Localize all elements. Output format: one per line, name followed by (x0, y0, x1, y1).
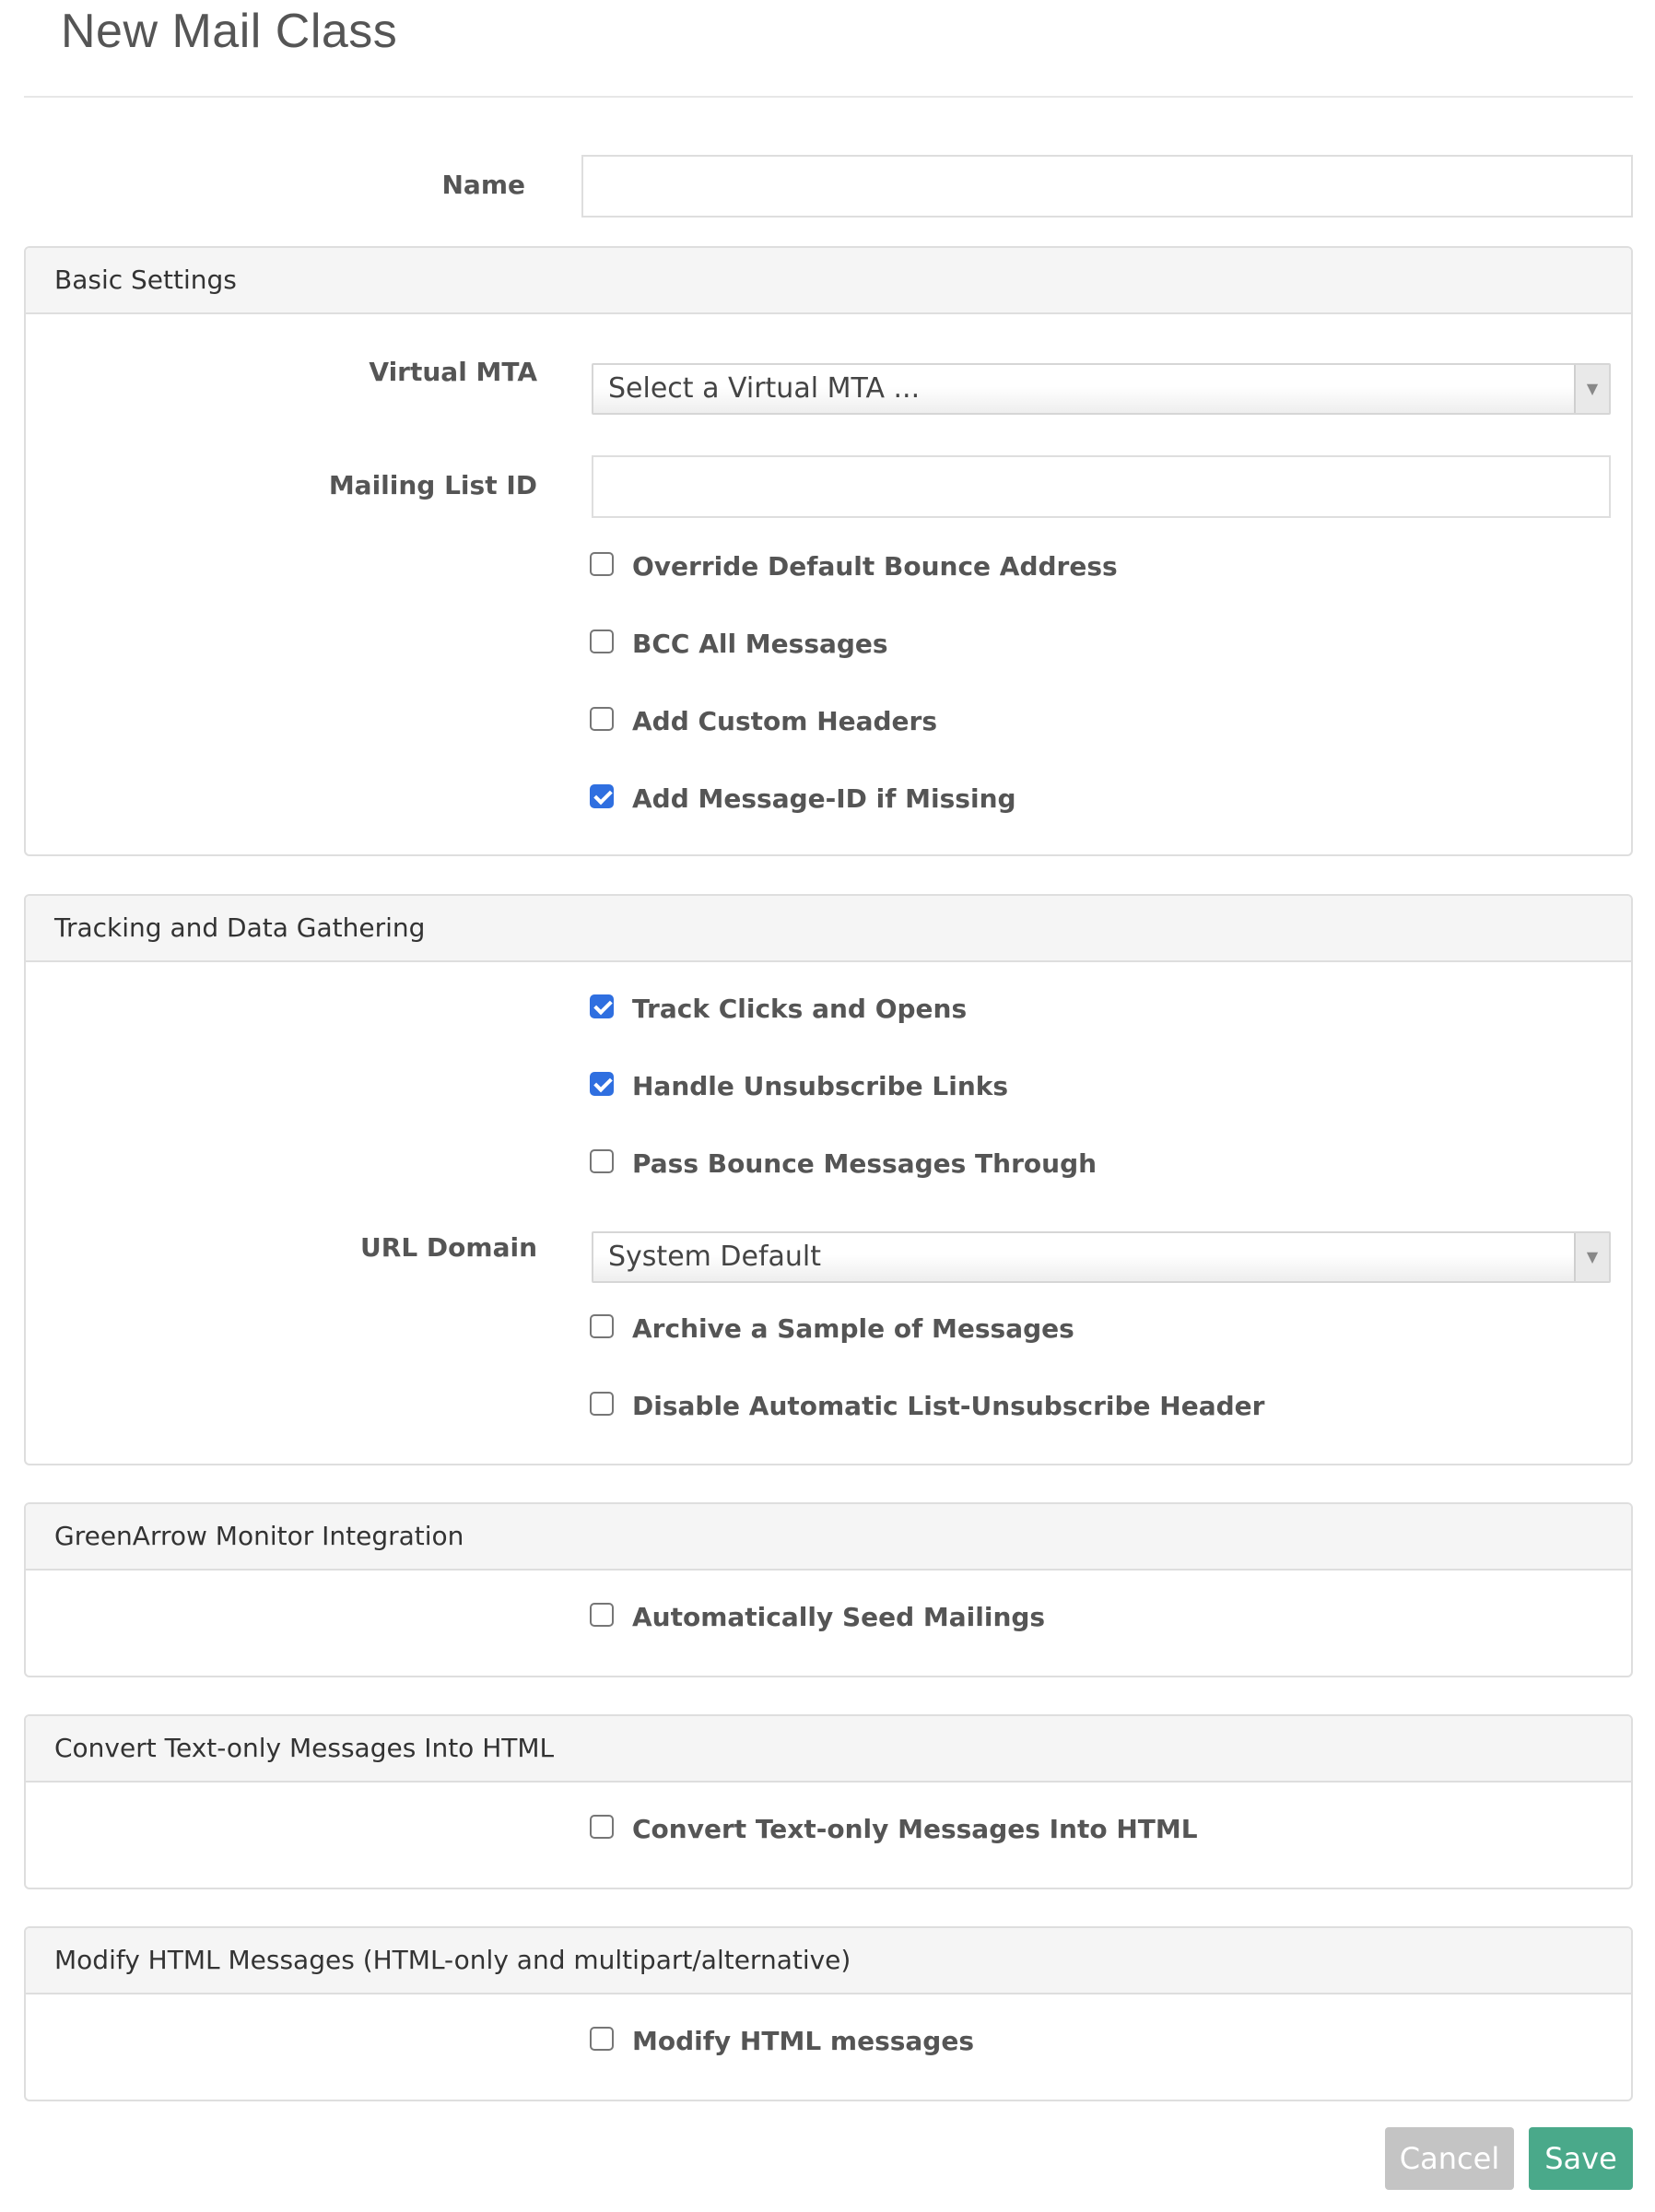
name-label: Name (441, 170, 525, 200)
add-message-id-checkbox[interactable] (590, 784, 614, 808)
save-button[interactable]: Save (1529, 2127, 1633, 2190)
url-domain-selected-value: System Default (608, 1241, 822, 1273)
name-input[interactable] (581, 155, 1633, 218)
track-clicks-opens-checkbox[interactable] (590, 994, 614, 1018)
modify-html-label: Modify HTML messages (632, 2026, 974, 2056)
tracking-title: Tracking and Data Gathering (26, 896, 1631, 962)
monitor-title: GreenArrow Monitor Integration (26, 1504, 1631, 1571)
virtual-mta-select[interactable] (592, 363, 1611, 415)
url-domain-select[interactable] (592, 1231, 1611, 1283)
auto-seed-mailings-label: Automatically Seed Mailings (632, 1602, 1046, 1632)
override-bounce-address-checkbox[interactable] (590, 552, 614, 576)
add-custom-headers-checkbox[interactable] (590, 707, 614, 731)
chevron-down-icon: ▼ (1574, 1233, 1609, 1281)
chevron-down-icon: ▼ (1574, 365, 1609, 413)
track-clicks-opens-label: Track Clicks and Opens (632, 994, 968, 1024)
pass-bounce-messages-label: Pass Bounce Messages Through (632, 1148, 1097, 1179)
monitor-panel (24, 1502, 1633, 1677)
override-bounce-address-label: Override Default Bounce Address (632, 551, 1118, 582)
add-message-id-label: Add Message-ID if Missing (632, 783, 1016, 814)
convert-text-title: Convert Text-only Messages Into HTML (26, 1716, 1631, 1783)
pass-bounce-messages-checkbox[interactable] (590, 1149, 614, 1173)
archive-sample-label: Archive a Sample of Messages (632, 1313, 1074, 1344)
handle-unsubscribe-links-checkbox[interactable] (590, 1072, 614, 1096)
bcc-all-messages-label: BCC All Messages (632, 629, 888, 659)
url-domain-label: URL Domain (360, 1232, 537, 1263)
disable-list-unsubscribe-label: Disable Automatic List-Unsubscribe Header (632, 1391, 1265, 1421)
mailing-list-id-label: Mailing List ID (328, 470, 537, 500)
convert-text-checkbox[interactable] (590, 1815, 614, 1839)
virtual-mta-selected-value: Select a Virtual MTA ... (608, 372, 921, 405)
modify-html-panel (24, 1926, 1633, 2101)
handle-unsubscribe-links-label: Handle Unsubscribe Links (632, 1071, 1009, 1101)
tracking-panel (24, 894, 1633, 1465)
page-title: New Mail Class (61, 5, 398, 58)
archive-sample-checkbox[interactable] (590, 1314, 614, 1338)
cancel-button[interactable]: Cancel (1385, 2127, 1514, 2190)
basic-settings-title: Basic Settings (26, 248, 1631, 314)
bcc-all-messages-checkbox[interactable] (590, 629, 614, 653)
mailing-list-id-input[interactable] (592, 455, 1611, 518)
convert-text-panel (24, 1714, 1633, 1889)
virtual-mta-label: Virtual MTA (369, 357, 537, 387)
title-divider (24, 96, 1633, 98)
modify-html-checkbox[interactable] (590, 2027, 614, 2051)
disable-list-unsubscribe-checkbox[interactable] (590, 1392, 614, 1416)
auto-seed-mailings-checkbox[interactable] (590, 1603, 614, 1627)
convert-text-label: Convert Text-only Messages Into HTML (632, 1814, 1198, 1844)
basic-settings-panel (24, 246, 1633, 856)
add-custom-headers-label: Add Custom Headers (632, 706, 938, 736)
modify-html-title: Modify HTML Messages (HTML-only and multipart/alternative) (26, 1928, 1631, 1994)
